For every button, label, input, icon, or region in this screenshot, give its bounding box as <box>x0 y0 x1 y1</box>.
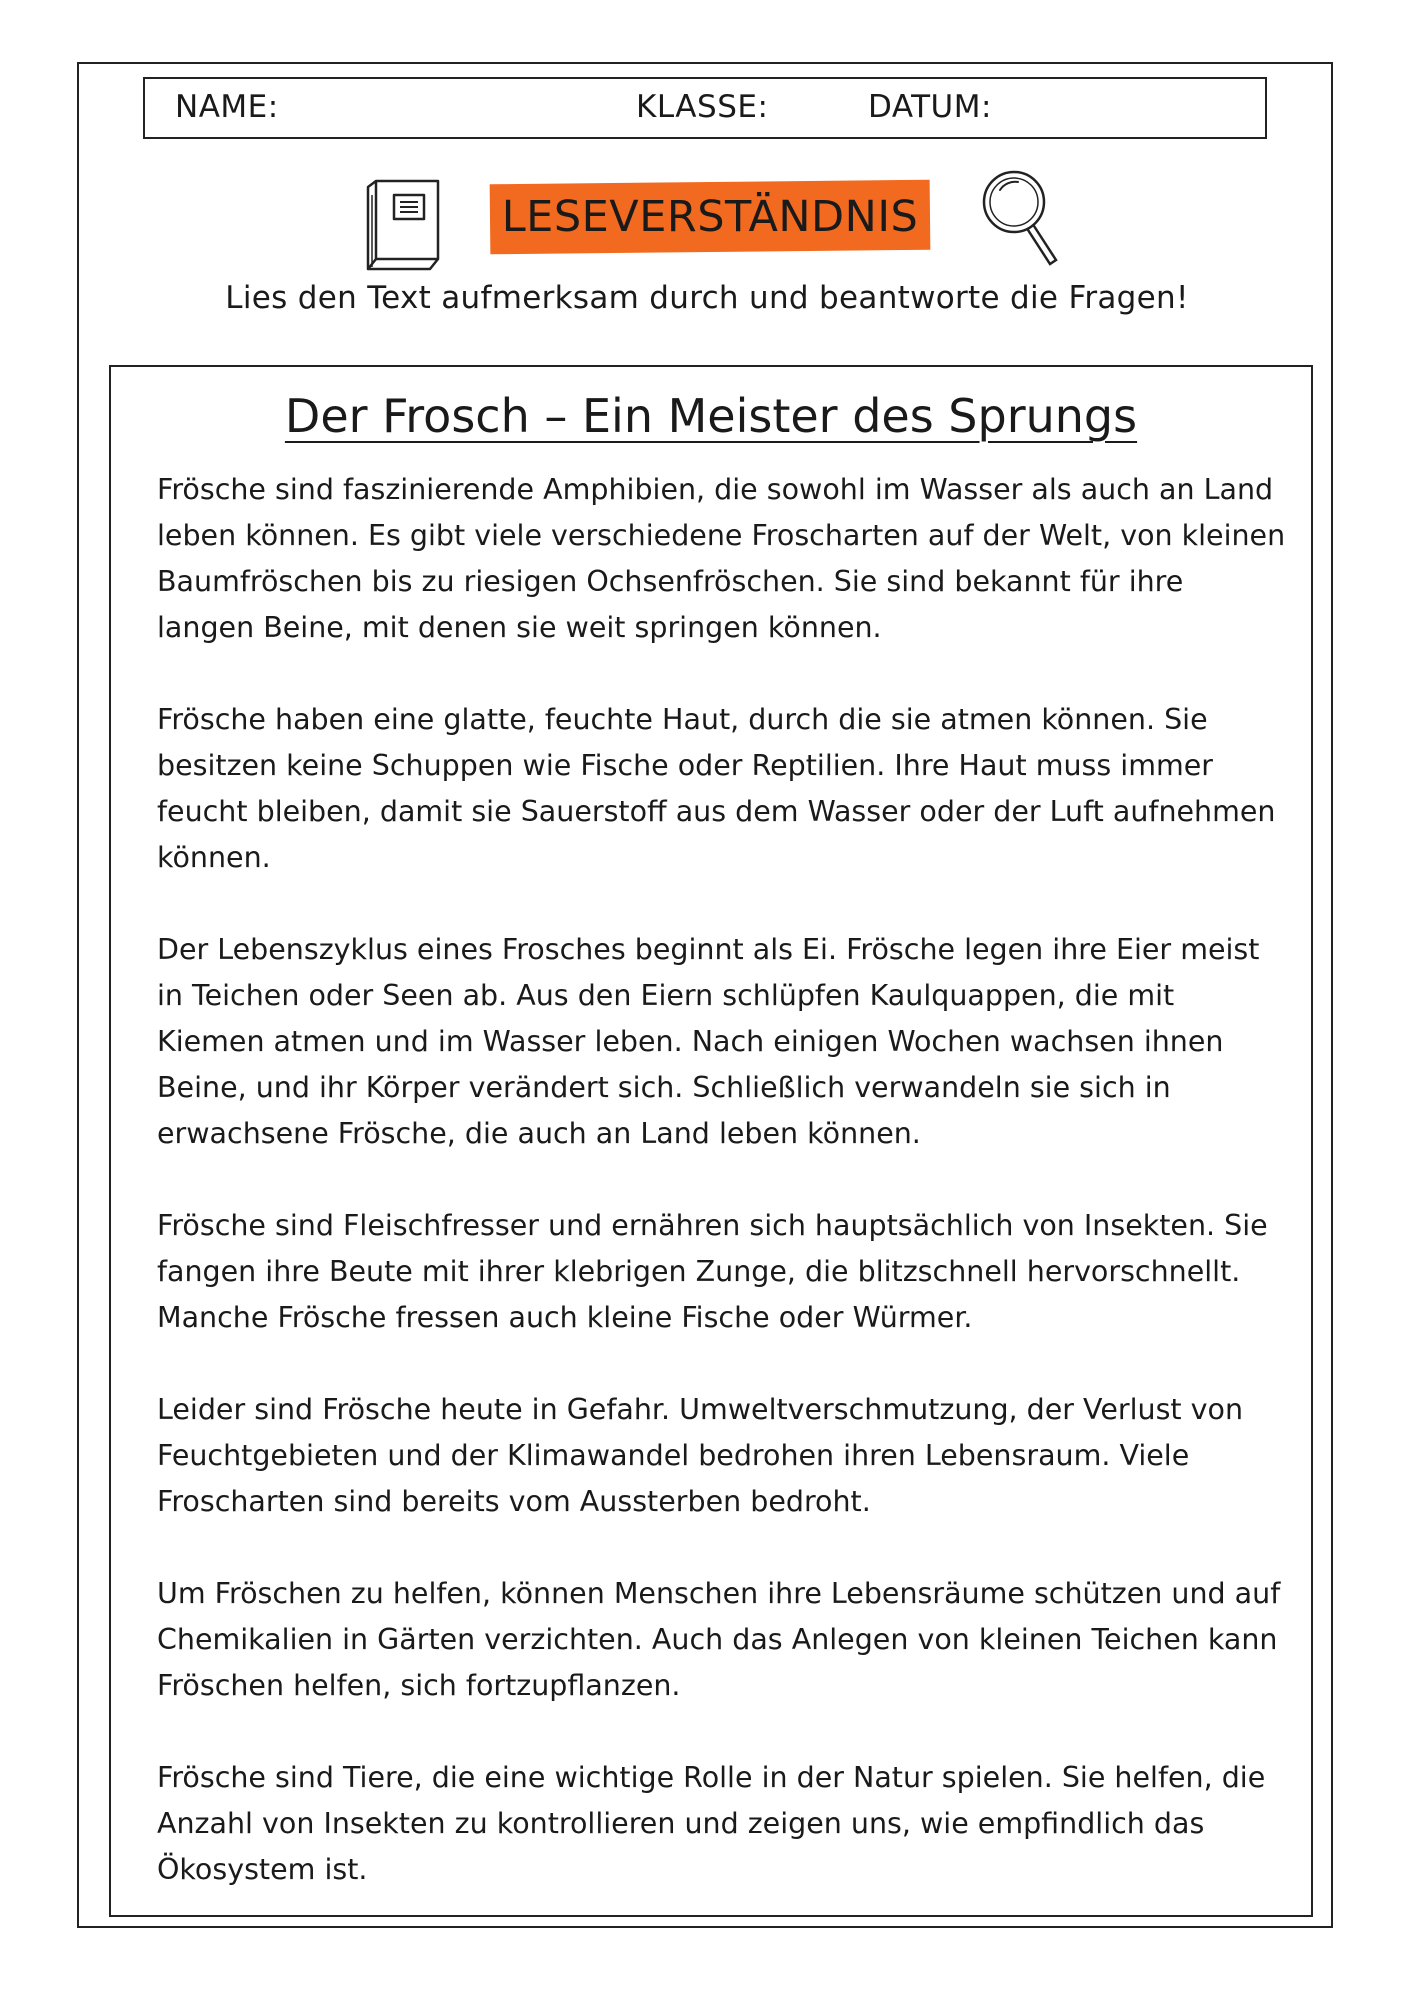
instruction-text: Lies den Text aufmerksam durch und beantworte die Fragen! <box>225 280 1189 316</box>
paragraph: Frösche sind Tiere, die eine wichtige Rolle in der Natur spielen. Sie helfen, die Anzahl von Insekten zu kontrollieren und zeigen uns, wie empfindlich das Ökosystem ist. <box>157 1761 1266 1886</box>
klasse-label: KLASSE: <box>636 89 769 125</box>
student-info-header <box>143 77 1267 139</box>
book-icon <box>362 175 444 275</box>
paragraph: Leider sind Frösche heute in Gefahr. Umweltverschmutzung, der Verlust von Feuchtgebieten und der Klimawandel bedrohen ihren Lebensraum. Viele Froscharten sind bereits vom Aussterben bedroht. <box>157 1393 1244 1518</box>
datum-label: DATUM: <box>868 89 992 125</box>
name-label: NAME: <box>175 89 279 125</box>
paragraph: Frösche haben eine glatte, feuchte Haut, durch die sie atmen können. Sie besitzen keine Schuppen wie Fische oder Reptilien. Ihre Haut muss immer feucht bleiben, damit sie Sauerstoff aus dem Wasser oder der Luft aufnehmen können. <box>157 703 1276 874</box>
paragraph: Um Fröschen zu helfen, können Menschen ihre Lebensräume schützen und auf Chemikalien in Gärten verzichten. Auch das Anlegen von kleinen Teichen kann Fröschen helfen, sich fortzupflanzen. <box>157 1577 1281 1702</box>
banner-title: LESEVERSTÄNDNIS <box>501 192 919 242</box>
paragraph: Der Lebenszyklus eines Frosches beginnt als Ei. Frösche legen ihre Eier meist in Teichen oder Seen ab. Aus den Eiern schlüpfen Kaulquappen, die mit Kiemen atmen und im Wasser leben. Nach einigen Wochen wachsen ihnen Beine, und ihr Körper verändert sich. Schließlich verwandeln sie sich in erwachsene Frösche, die auch an Land leben können. <box>157 933 1260 1150</box>
paragraph: Frösche sind Fleischfresser und ernähren sich hauptsächlich von Insekten. Sie fangen ihre Beute mit ihrer klebrigen Zunge, die blitzschnell hervorschnellt. Manche Frösche fressen auch kleine Fische oder Würmer. <box>157 1209 1268 1334</box>
magnifier-icon <box>978 168 1062 268</box>
title-banner <box>490 180 931 255</box>
paragraph: Frösche sind faszinierende Amphibien, die sowohl im Wasser als auch an Land leben können. Es gibt viele verschiedene Froscharten auf der Welt, von kleinen Baumfröschen bis zu riesigen Ochsenfröschen. Sie sind bekannt für ihre langen Beine, mit denen sie weit springen können. <box>157 473 1286 644</box>
article-title: Der Frosch – Ein Meister des Sprungs <box>284 389 1138 443</box>
article-body <box>157 467 1287 1939</box>
reading-text-box <box>109 365 1313 1917</box>
